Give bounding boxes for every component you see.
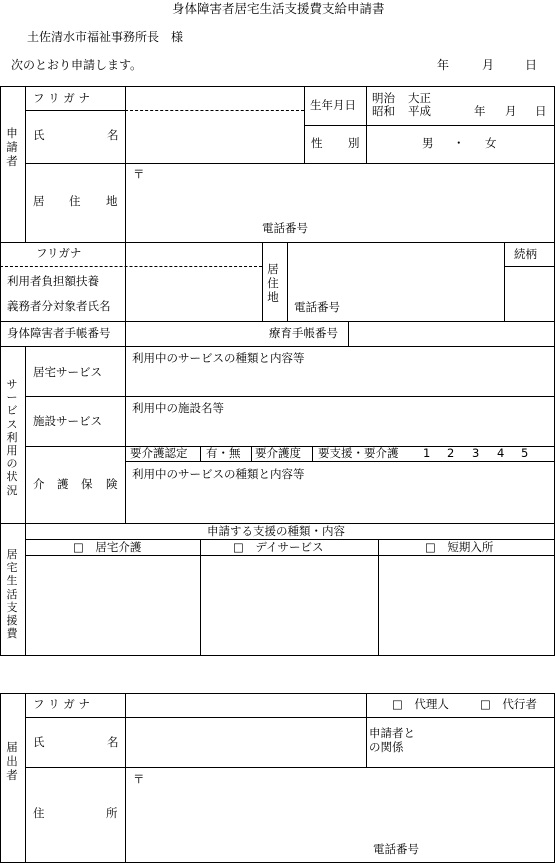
era-meiji: 明治 bbox=[372, 91, 395, 105]
notifier-relation-label-1: 申請者と bbox=[369, 726, 415, 740]
date-month-label: 月 bbox=[482, 58, 495, 72]
sex-female[interactable]: 女 bbox=[485, 136, 497, 150]
applicant-name-label-2: 名 bbox=[107, 128, 119, 142]
notifier-section-label: 届出者 bbox=[6, 740, 18, 782]
care-support-label: 要支援・要介護 bbox=[318, 446, 399, 460]
notifier-name-label-1: 氏 bbox=[33, 735, 45, 749]
notifier-furigana-label: フ リ ガ ナ bbox=[33, 697, 90, 711]
ryouiku-handbook-field[interactable] bbox=[350, 323, 553, 345]
support-option-short-stay[interactable]: □ 短期入所 bbox=[425, 540, 494, 554]
applicant-name-label-1: 氏 bbox=[33, 128, 45, 142]
care-insurance-label-1: 介 bbox=[33, 477, 45, 491]
care-insurance-label-2: 護 bbox=[57, 477, 69, 491]
facility-service-label: 施設サービス bbox=[33, 414, 102, 428]
birth-month-label: 月 bbox=[505, 104, 517, 118]
care-insurance-label-3: 保 bbox=[81, 477, 93, 491]
applicant-postal-mark: 〒 bbox=[133, 167, 145, 181]
notifier-relation-label-2: の関係 bbox=[369, 740, 404, 754]
birth-year-label: 年 bbox=[474, 104, 486, 118]
birthdate-label: 生年月日 bbox=[310, 98, 356, 112]
care-level-label: 要介護度 bbox=[255, 446, 301, 460]
care-certification-options[interactable]: 有・無 bbox=[206, 446, 241, 460]
era-taisho: 大正 bbox=[408, 91, 431, 105]
physical-handbook-field[interactable] bbox=[127, 323, 261, 345]
applicant-furigana-label: フ リ ガ ナ bbox=[33, 91, 90, 105]
notifier-name-label-2: 名 bbox=[107, 735, 119, 749]
care-level-3[interactable]: 3 bbox=[472, 446, 480, 460]
sex-separator: ・ bbox=[453, 136, 465, 150]
applicant-address-label-2: 住 bbox=[69, 194, 81, 208]
services-section-label: サービス利用の状況 bbox=[6, 378, 18, 497]
sex-label-1: 性 bbox=[311, 136, 323, 150]
support-header: 申請する支援の種類・内容 bbox=[207, 524, 345, 538]
care-insurance-detail-label: 利用中のサービスの種類と内容等 bbox=[132, 467, 305, 481]
form-title: 身体障害者居宅生活支援費支給申請書 bbox=[172, 1, 385, 16]
applicant-address-label-3: 地 bbox=[106, 194, 118, 208]
applicant-phone-label: 電話番号 bbox=[262, 221, 308, 235]
facility-service-detail-label: 利用中の施設名等 bbox=[132, 401, 224, 415]
era-heisei: 平成 bbox=[408, 104, 431, 118]
support-section-label: 居宅生活支援費 bbox=[6, 548, 18, 641]
sex-male[interactable]: 男 bbox=[422, 136, 434, 150]
notifier-phone-label: 電話番号 bbox=[373, 842, 419, 856]
obligor-residence-label: 居住地 bbox=[267, 262, 279, 304]
birth-day-label: 日 bbox=[535, 104, 547, 118]
obligor-label-1: 利用者負担額扶養 bbox=[7, 274, 99, 288]
home-service-label: 居宅サービス bbox=[33, 365, 102, 379]
care-level-4[interactable]: 4 bbox=[497, 446, 505, 460]
date-day-label: 日 bbox=[525, 58, 538, 72]
applicant-name-field[interactable] bbox=[127, 112, 303, 162]
notifier-address-label-1: 住 bbox=[33, 806, 45, 820]
applicant-section-label: 申請者 bbox=[6, 126, 18, 168]
notifier-address-label-2: 所 bbox=[106, 806, 118, 820]
care-level-2[interactable]: 2 bbox=[447, 446, 455, 460]
notifier-address-field[interactable] bbox=[127, 790, 553, 835]
home-service-detail-label: 利用中のサービスの種類と内容等 bbox=[132, 351, 305, 365]
applicant-address-field[interactable] bbox=[127, 180, 553, 220]
obligor-furigana-label: フリガナ bbox=[36, 246, 82, 260]
addressee: 土佐清水市福祉事務所長 様 bbox=[27, 30, 184, 44]
obligor-label-2: 義務者分対象者氏名 bbox=[7, 299, 111, 313]
obligor-relation-label: 続柄 bbox=[514, 247, 537, 261]
sex-label-2: 別 bbox=[348, 136, 360, 150]
notifier-proxy-option[interactable]: □ 代行者 bbox=[480, 697, 537, 711]
notifier-agent-option[interactable]: □ 代理人 bbox=[392, 697, 449, 711]
obligor-phone-label: 電話番号 bbox=[294, 300, 340, 314]
support-option-day-service[interactable]: □ デイサービス bbox=[233, 540, 324, 554]
physical-handbook-label: 身体障害者手帳番号 bbox=[7, 326, 111, 340]
care-certification-label: 要介護認定 bbox=[130, 446, 188, 460]
intro-text: 次のとおり申請します。 bbox=[11, 58, 143, 72]
care-insurance-label-4: 険 bbox=[106, 477, 118, 491]
support-option-home-care[interactable]: □ 居宅介護 bbox=[73, 540, 142, 554]
applicant-address-label-1: 居 bbox=[33, 194, 45, 208]
notifier-postal-mark: 〒 bbox=[133, 772, 145, 786]
date-year-label: 年 bbox=[437, 58, 450, 72]
care-level-1[interactable]: 1 bbox=[423, 446, 431, 460]
era-showa: 昭和 bbox=[372, 104, 395, 118]
ryouiku-handbook-label: 療育手帳番号 bbox=[269, 326, 338, 340]
care-level-5[interactable]: 5 bbox=[521, 446, 529, 460]
notifier-name-field[interactable] bbox=[127, 719, 365, 765]
obligor-name-field[interactable] bbox=[127, 268, 261, 320]
